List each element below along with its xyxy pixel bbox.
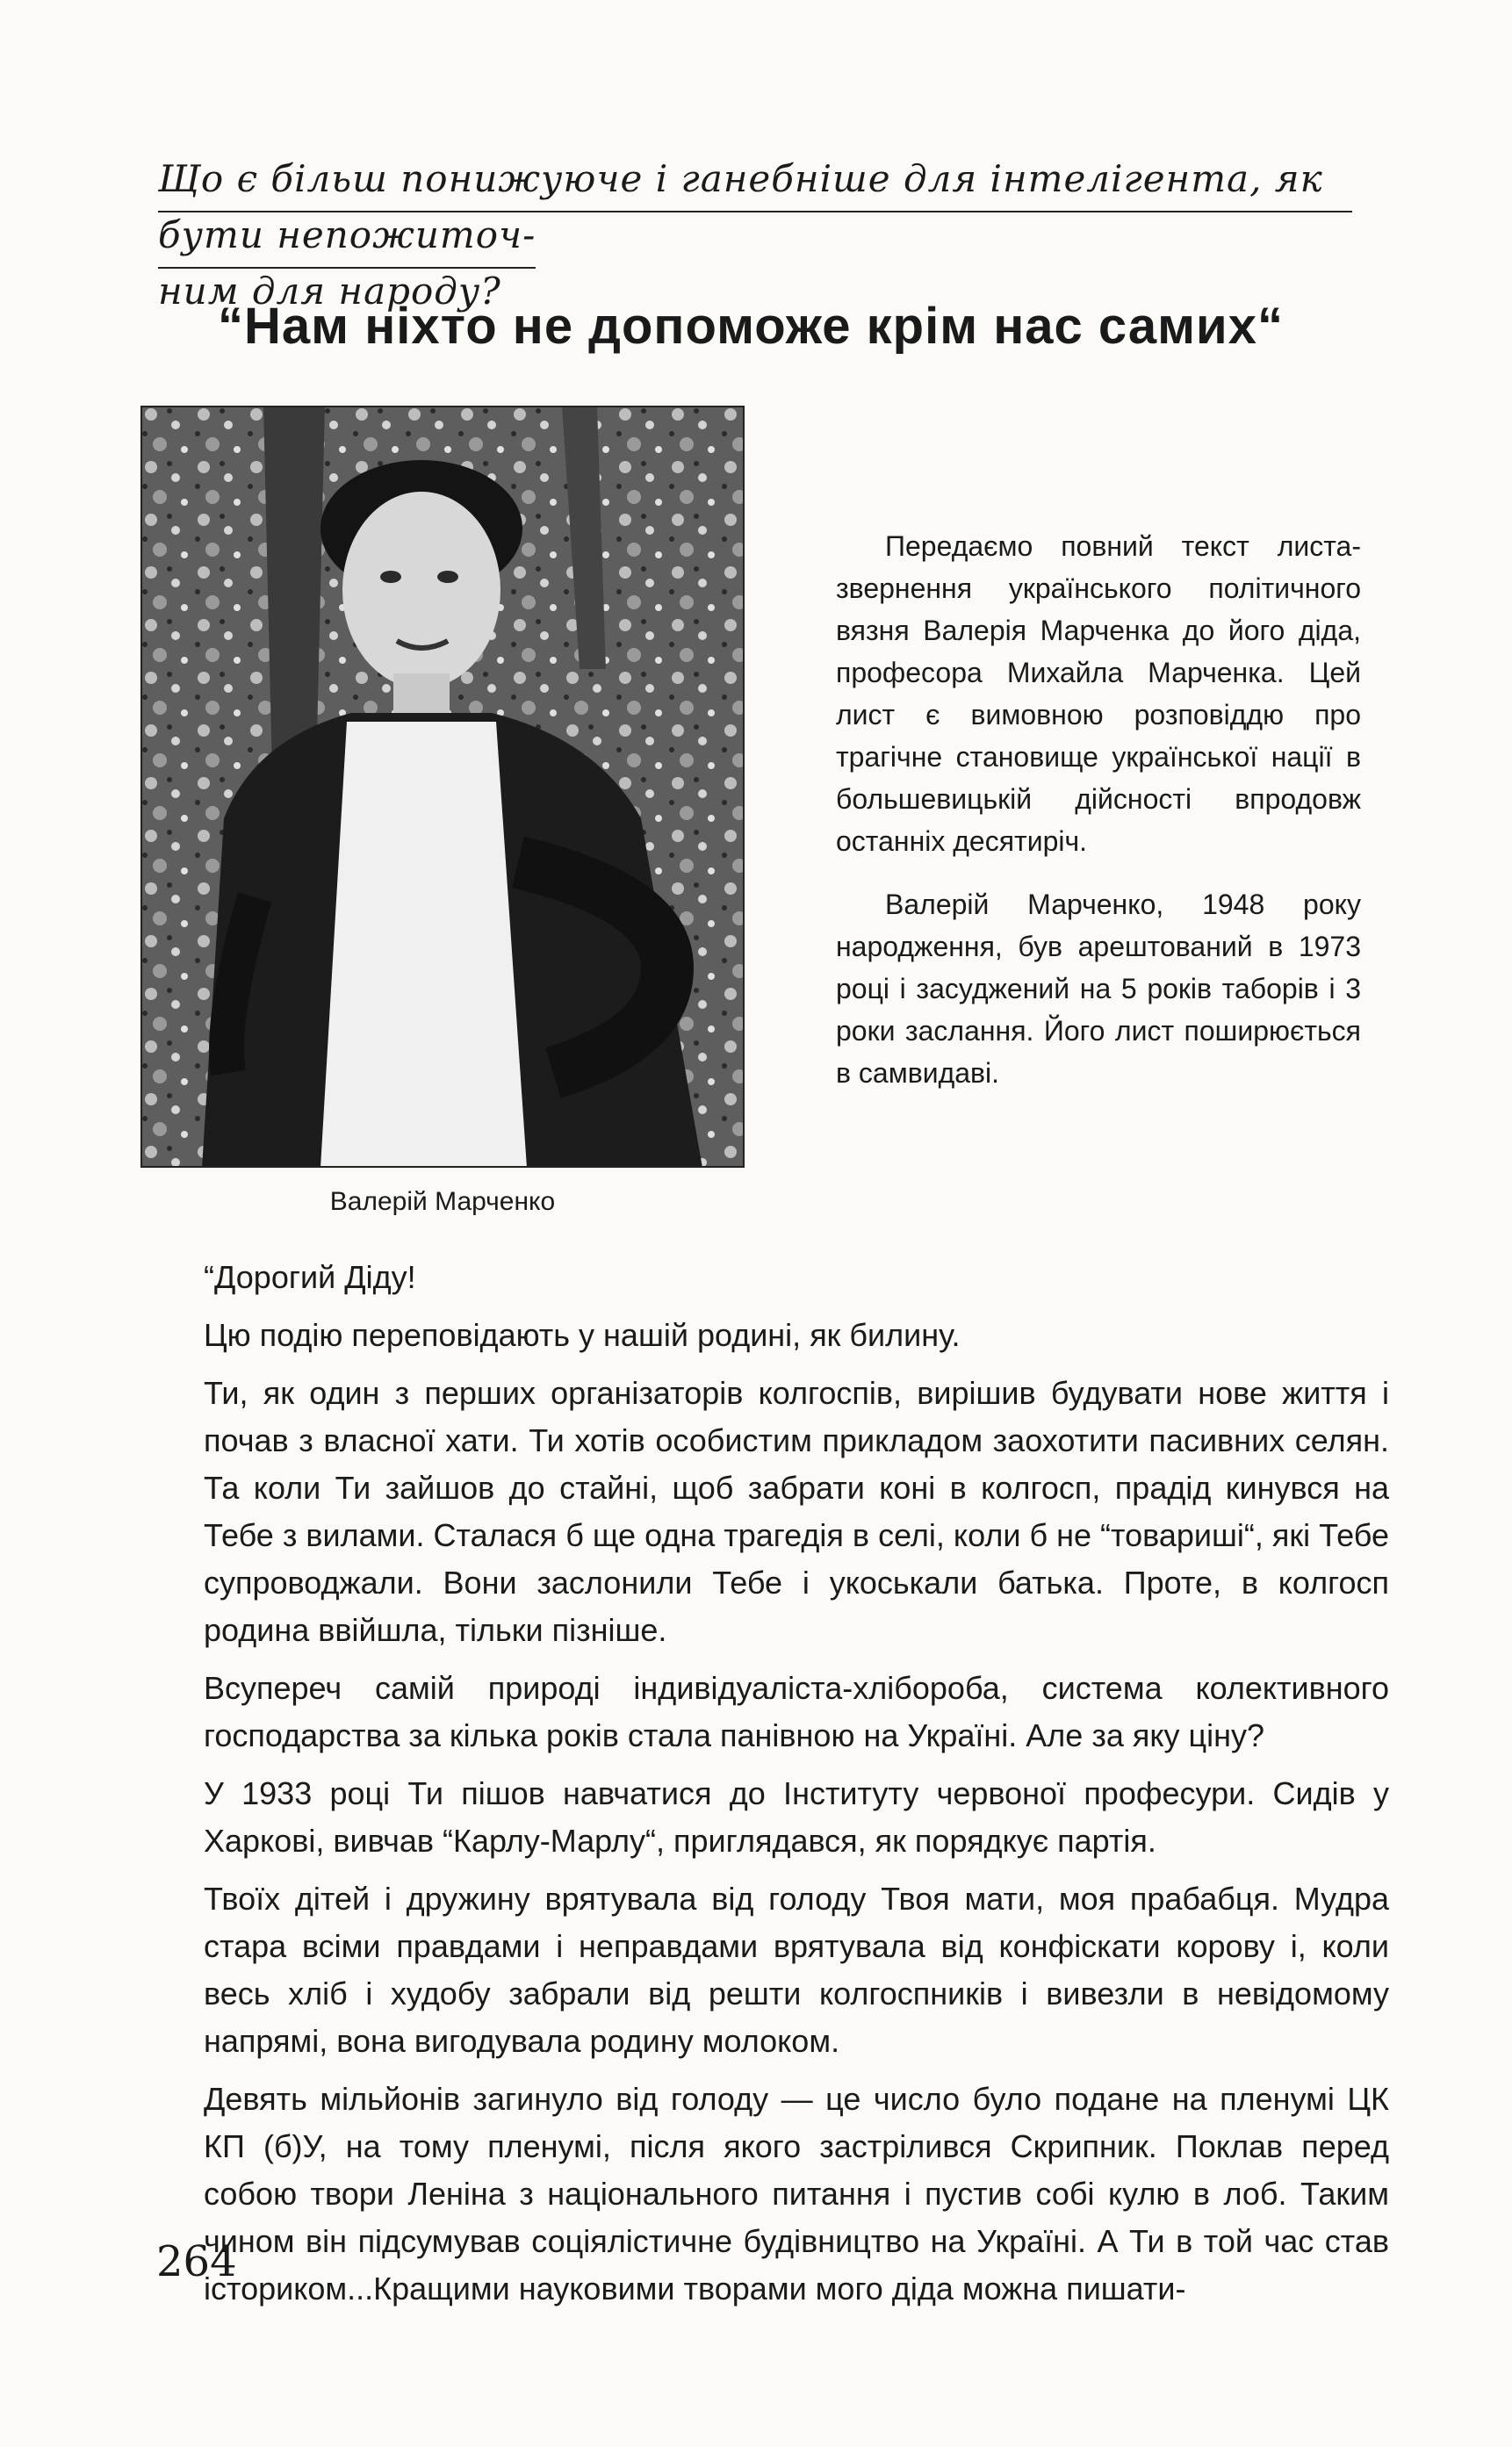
portrait-photo <box>140 406 745 1168</box>
intro-paragraph: Передаємо повний текст листа-звернення українського політичного вязня Валерія Марченка до його діда, професора Михайла Марченка. Цей лист є вимовною розповіддю про трагічне становище української нації в большевицькій дійсності впродовж останніх десятиріч. <box>836 530 1361 857</box>
epigraph-line-1: Що є більш понижуюче і ганебніше для інтелігента, як бути непожиточ- <box>158 157 1323 256</box>
intro-paragraph: Валерій Марченко, 1948 року народження, був арештований в 1973 році і засуджений на 5 років таборів і 3 роки заслання. Його лист поширюється в самвидаві. <box>836 889 1361 1089</box>
epigraph-line-2: ним для народу? <box>158 270 501 313</box>
letter-paragraph: Ти, як один з перших організаторів колгоспів, вирішив будувати нове життя і почав з власної хати. Ти хотів особистим прикладом заохотити пасивних селян. Та коли Ти зайшов до стайні, щоб забрати коні в колгосп, прадід кинувся на Тебе з вилами. Сталася б ще одна трагедія в селі, коли б не “товариші“, які Тебе супроводжали. Вони заслонили Тебе і укоськали батька. Проте, в колгосп родина ввійшла, тільки пізніше. <box>204 1375 1389 1648</box>
epigraph-top-rule <box>158 211 1352 212</box>
photo-caption: Валерій Марченко <box>329 1187 556 1216</box>
epigraph-bottom-rule <box>158 267 536 269</box>
letter-paragraph: У 1933 році Ти пішов навчатися до Інституту червоної професури. Сидів у Харкові, вивчав “Карлу-Марлу“, приглядався, як порядкує партія. <box>204 1775 1389 1859</box>
letter-text <box>204 1254 1389 2323</box>
letter-paragraph: Цю подію переповідають у нашій родині, як билину. <box>204 1317 961 1353</box>
intro-text <box>836 525 1361 1115</box>
page-number: 264 <box>156 2237 237 2286</box>
letter-paragraph: Девять мільйонів загинуло від голоду — це число було подане на пленумі ЦК КП (б)У, на тому пленумі, після якого застрілився Скрипник. Поклав перед собою твори Леніна з національного питання і пустив собі кулю в лоб. Таким чином він підсумував соціялістичне будівництво на Україні. А Ти в той час став істориком...Кращими науковими творами мого діда можна пишати- <box>204 2081 1389 2307</box>
article-title: “Нам ніхто не допоможе крім нас самих“ <box>218 298 1284 355</box>
letter-salutation: “Дорогий Діду! <box>204 1259 416 1295</box>
letter-paragraph: Твоїх дітей і дружину врятувала від голоду Твоя мати, моя прабабця. Мудра стара всіми правдами і неправдами врятувала від конфіскати корову і, коли весь хліб і худобу забрали від решти колгоспників і вивезли в невідомому напрямі, вона вигодувала родину молоком. <box>204 1881 1389 2059</box>
letter-paragraph: Всупереч самій природі індивідуаліста-хлібороба, система колективного господарства за кілька років стала панівною на Україні. Але за яку ціну? <box>204 1670 1389 1753</box>
epigraph <box>158 151 1352 320</box>
